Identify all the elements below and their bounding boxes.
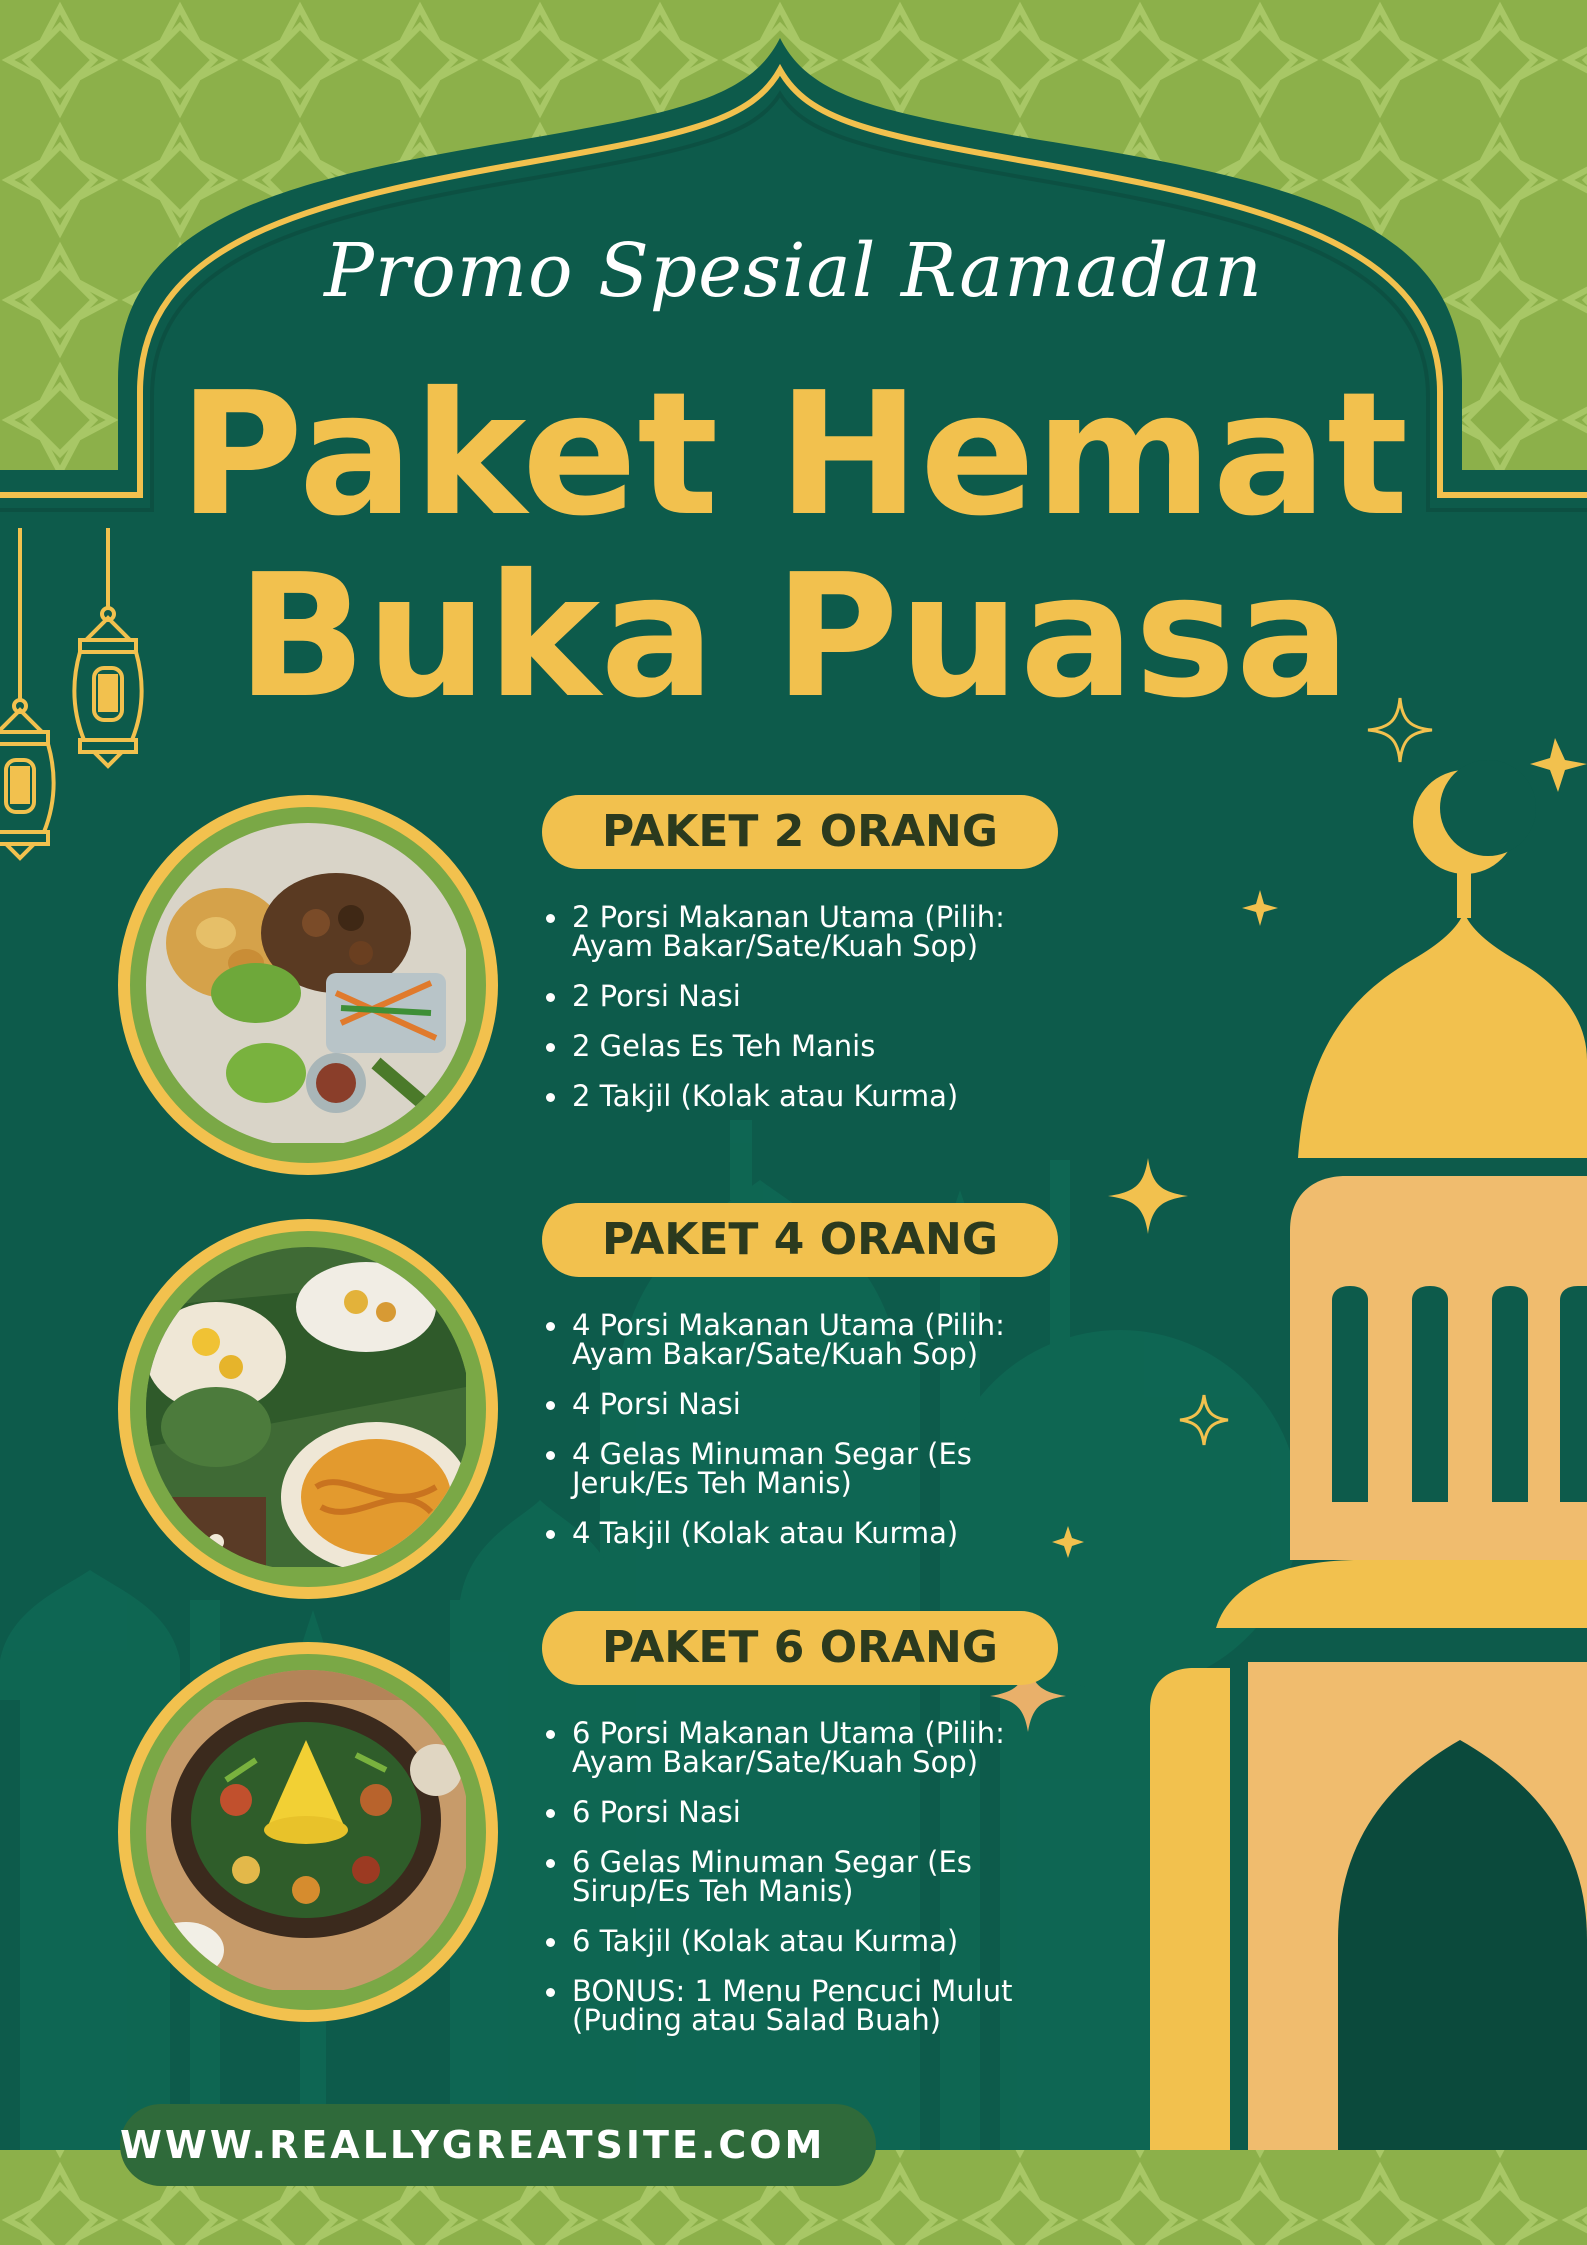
list-item: 6 Gelas Minuman Segar (Es Sirup/Es Teh Manis) <box>542 1848 1082 1906</box>
package-items-4 <box>542 1308 1082 1569</box>
food-photo-paket-4 <box>118 1219 498 1599</box>
package-label-4: PAKET 4 ORANG <box>542 1203 1058 1277</box>
food-photo-paket-6 <box>118 1642 498 2022</box>
food-photo-paket-2 <box>118 795 498 1175</box>
list-item: 2 Gelas Es Teh Manis <box>542 1032 1082 1061</box>
package-label-2: PAKET 2 ORANG <box>542 795 1058 869</box>
list-item: BONUS: 1 Menu Pencuci Mulut (Puding atau Salad Buah) <box>542 1977 1082 2035</box>
package-items-2 <box>542 900 1082 1132</box>
list-item: 6 Porsi Nasi <box>542 1798 1082 1827</box>
website-link[interactable]: WWW.REALLYGREATSITE.COM <box>120 2123 826 2167</box>
list-item: 4 Porsi Makanan Utama (Pilih: Ayam Bakar/Sate/Kuah Sop) <box>542 1311 1082 1369</box>
list-item: 4 Takjil (Kolak atau Kurma) <box>542 1519 1082 1548</box>
list-item: 2 Takjil (Kolak atau Kurma) <box>542 1082 1082 1111</box>
list-item: 4 Gelas Minuman Segar (Es Jeruk/Es Teh Manis) <box>542 1440 1082 1498</box>
list-item: 6 Takjil (Kolak atau Kurma) <box>542 1927 1082 1956</box>
list-item: 6 Porsi Makanan Utama (Pilih: Ayam Bakar/Sate/Kuah Sop) <box>542 1719 1082 1777</box>
list-item: 2 Porsi Makanan Utama (Pilih: Ayam Bakar/Sate/Kuah Sop) <box>542 903 1082 961</box>
promo-subtitle: Promo Spesial Ramadan <box>324 228 1263 314</box>
headline-line-2: Buka Puasa <box>236 538 1351 736</box>
headline-line-1: Paket Hemat <box>178 356 1409 554</box>
list-item: 4 Porsi Nasi <box>542 1390 1082 1419</box>
package-label-6: PAKET 6 ORANG <box>542 1611 1058 1685</box>
package-items-6 <box>542 1716 1082 2056</box>
list-item: 2 Porsi Nasi <box>542 982 1082 1011</box>
